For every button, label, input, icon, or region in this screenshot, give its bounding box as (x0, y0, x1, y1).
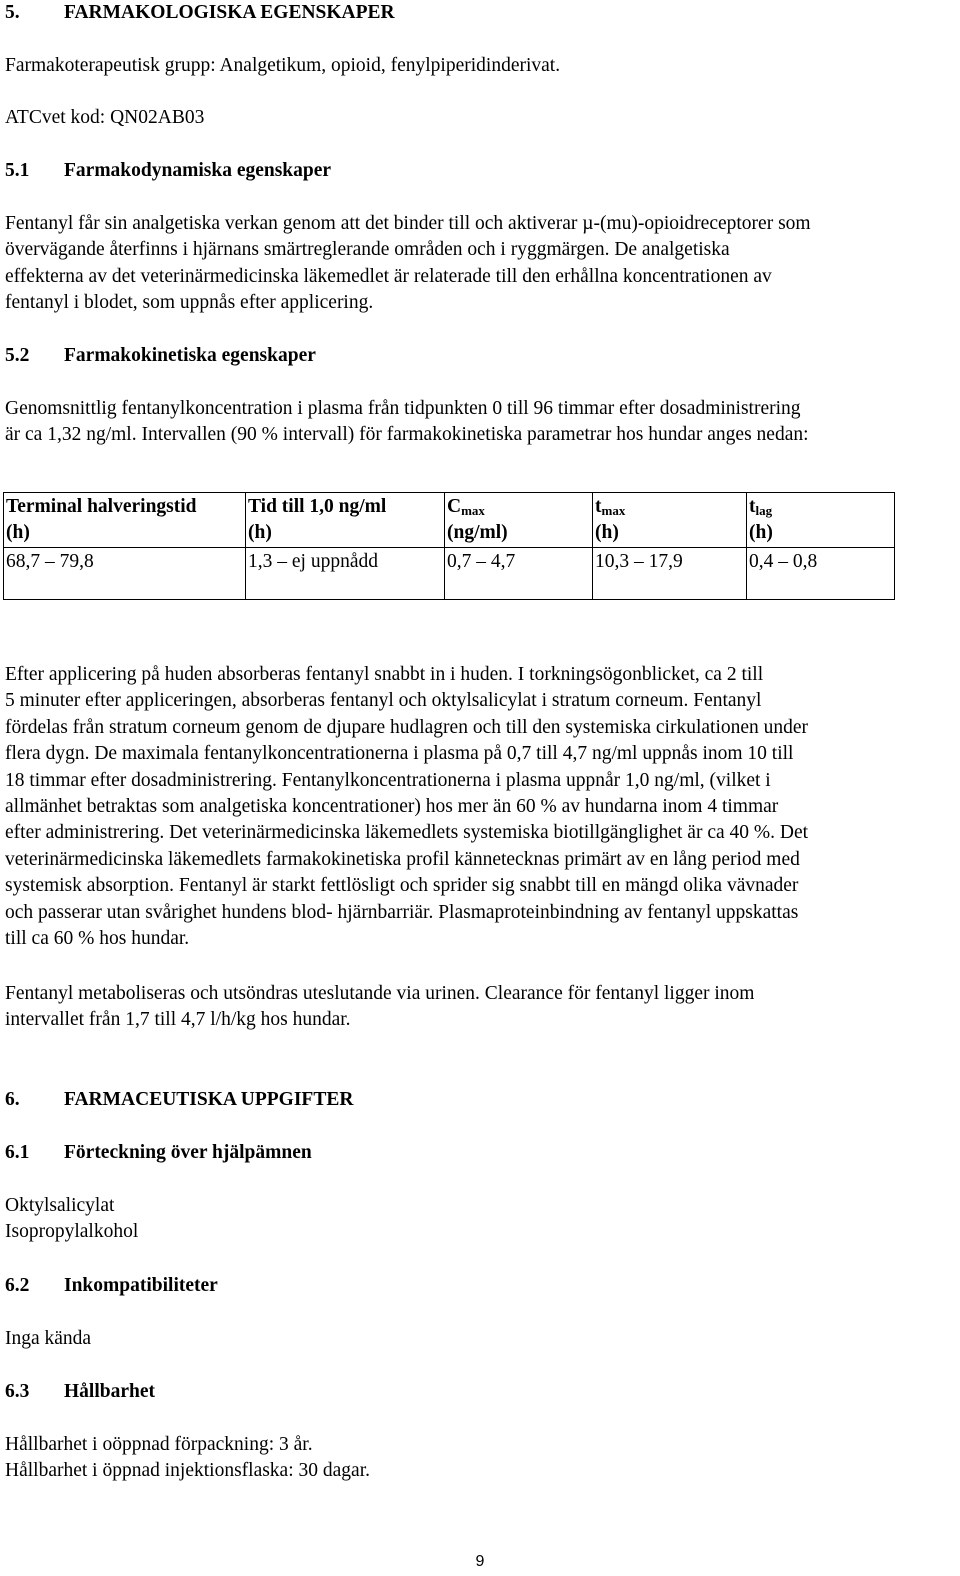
page-number: 9 (475, 1553, 485, 1570)
section-title: Inkompatibiliteter (64, 1275, 218, 1296)
section-title: Hållbarhet (64, 1381, 155, 1402)
section-number: 6.1 (5, 1142, 30, 1163)
text-line: flera dygn. De maximala fentanylkoncentrationerna i plasma på 0,7 till 4,7 ng/ml uppnås inom 10 till (5, 743, 794, 765)
text-line: systemisk absorption. Fentanyl är starkt fettlösligt och sprider sig snabbt till en mängd olika vävnader (5, 875, 799, 897)
text-line: och passerar utan svårighet hundens blod- hjärnbarriär. Plasmaproteinbindning av fentanyl uppskattas (5, 901, 799, 923)
pharmacokinetic-parameters-table (3, 492, 895, 600)
text-line: fentanyl i blodet, som uppnås efter applicering. (5, 292, 374, 314)
text-line: till ca 60 % hos hundar. (5, 928, 190, 950)
header-tmax: $t_{max}$ (h) (593, 493, 747, 548)
section-5-2-heading (5, 343, 954, 369)
header-tlag: $t_{lag}$ (h) (747, 493, 895, 548)
pharmacotherapeutic-group: Farmakoterapeutisk grupp: Analgetikum, opioid, fenylpiperidinderivat. (5, 55, 561, 76)
shelf-life-text (5, 1432, 954, 1485)
section-title: Farmakokinetiska egenskaper (64, 345, 316, 366)
section-number: 5. (5, 2, 20, 23)
table-cell: 0,4 – 0,8 (747, 547, 895, 599)
section-5-1-heading (5, 158, 954, 184)
section-number: 5.2 (5, 345, 30, 366)
absorption-paragraph (5, 662, 954, 952)
metabolism-paragraph (5, 981, 954, 1034)
text-line: Fentanyl får sin analgetiska verkan genom att det binder till och aktiverar µ-(mu)-opioidreceptorer som (5, 213, 811, 234)
section-title: FARMAKOLOGISKA EGENSKAPER (64, 2, 395, 23)
section-number: 6. (5, 1089, 20, 1110)
text-line: intervallet från 1,7 till 4,7 l/h/kg hos hundar. (5, 1009, 351, 1031)
section-6-heading (5, 1087, 954, 1113)
text-line: 18 timmar efter dosadministrering. Fentanylkoncentrationerna i plasma uppnår 1,0 ng/ml, (vilket i (5, 769, 771, 791)
text-line: övervägande återfinns i hjärnans smärtreglerande områden och i ryggmärgen. De analgetiska (5, 239, 730, 261)
incompatibilities-text: Inga kända (5, 1328, 92, 1349)
table-cell: 10,3 – 17,9 (593, 547, 747, 599)
section-title: Förteckning över hjälpämnen (64, 1142, 312, 1163)
section-number: 5.1 (5, 160, 30, 181)
list-item: Isopropylalkohol (5, 1221, 139, 1243)
list-item: Oktylsalicylat (5, 1195, 115, 1216)
table-header-row (4, 493, 895, 548)
text-line: veterinärmedicinska läkemedlets farmakokinetiska profil kännetecknas primärt av en lång period med (5, 848, 800, 870)
text-line: fördelas från stratum corneum genom de djupare hudlagren och till den systemiska cirkulationen under (5, 716, 809, 738)
text-line: Genomsnittlig fentanylkoncentration i plasma från tidpunkten 0 till 96 timmar efter dosadministrering (5, 398, 801, 419)
section-title: Farmakodynamiska egenskaper (64, 160, 332, 181)
pharmacokinetics-intro (5, 396, 954, 449)
header-time-to-concentration: Tid till 1,0 ng/ml (h) (246, 493, 445, 548)
section-title: FARMACEUTISKA UPPGIFTER (64, 1089, 354, 1110)
text-line: är ca 1,32 ng/ml. Intervallen (90 % intervall) för farmakokinetiska parametrar hos hundar anges nedan: (5, 424, 809, 446)
excipient-list (5, 1193, 954, 1246)
text-line: Fentanyl metaboliseras och utsöndras uteslutande via urinen. Clearance för fentanyl ligger inom (5, 983, 755, 1004)
text-line: 5 minuter efter appliceringen, absorberas fentanyl och oktylsalicylat i stratum corneum. Fentanyl (5, 690, 762, 712)
section-number: 6.3 (5, 1381, 30, 1402)
text-line: efter administrering. Det veterinärmedicinska läkemedlets systemiska biotillgänglighet är ca 40 %. Det (5, 822, 809, 844)
section-6-3-heading (5, 1379, 954, 1405)
header-terminal-half-life: Terminal halveringstid (h) (4, 493, 246, 548)
text-line: effekterna av det veterinärmedicinska läkemedlet är relaterade till den erhållna koncentrationen av (5, 265, 772, 287)
table-cell: 68,7 – 79,8 (4, 547, 246, 599)
header-cmax: $C_{max}$ (ng/ml) (445, 493, 593, 548)
table-cell: 0,7 – 4,7 (445, 547, 593, 599)
table-row (4, 547, 895, 599)
section-6-2-heading (5, 1273, 954, 1299)
text-line: Hållbarhet i öppnad injektionsflaska: 30 dagar. (5, 1460, 370, 1482)
pharmacodynamics-paragraph (5, 211, 954, 317)
section-6-1-heading (5, 1140, 954, 1166)
text-line: Hållbarhet i oöppnad förpackning: 3 år. (5, 1434, 313, 1455)
section-5-heading (5, 0, 954, 26)
text-line: Efter applicering på huden absorberas fentanyl snabbt in i huden. I torkningsögonblicket, ca 2 till (5, 664, 764, 685)
text-line: allmänhet betraktas som analgetiska koncentrationer) hos mer än 60 % av hundarna inom 4 timmar (5, 796, 779, 818)
atcvet-code: ATCvet kod: QN02AB03 (5, 107, 205, 128)
section-number: 6.2 (5, 1275, 30, 1296)
table-cell: 1,3 – ej uppnådd (246, 547, 445, 599)
